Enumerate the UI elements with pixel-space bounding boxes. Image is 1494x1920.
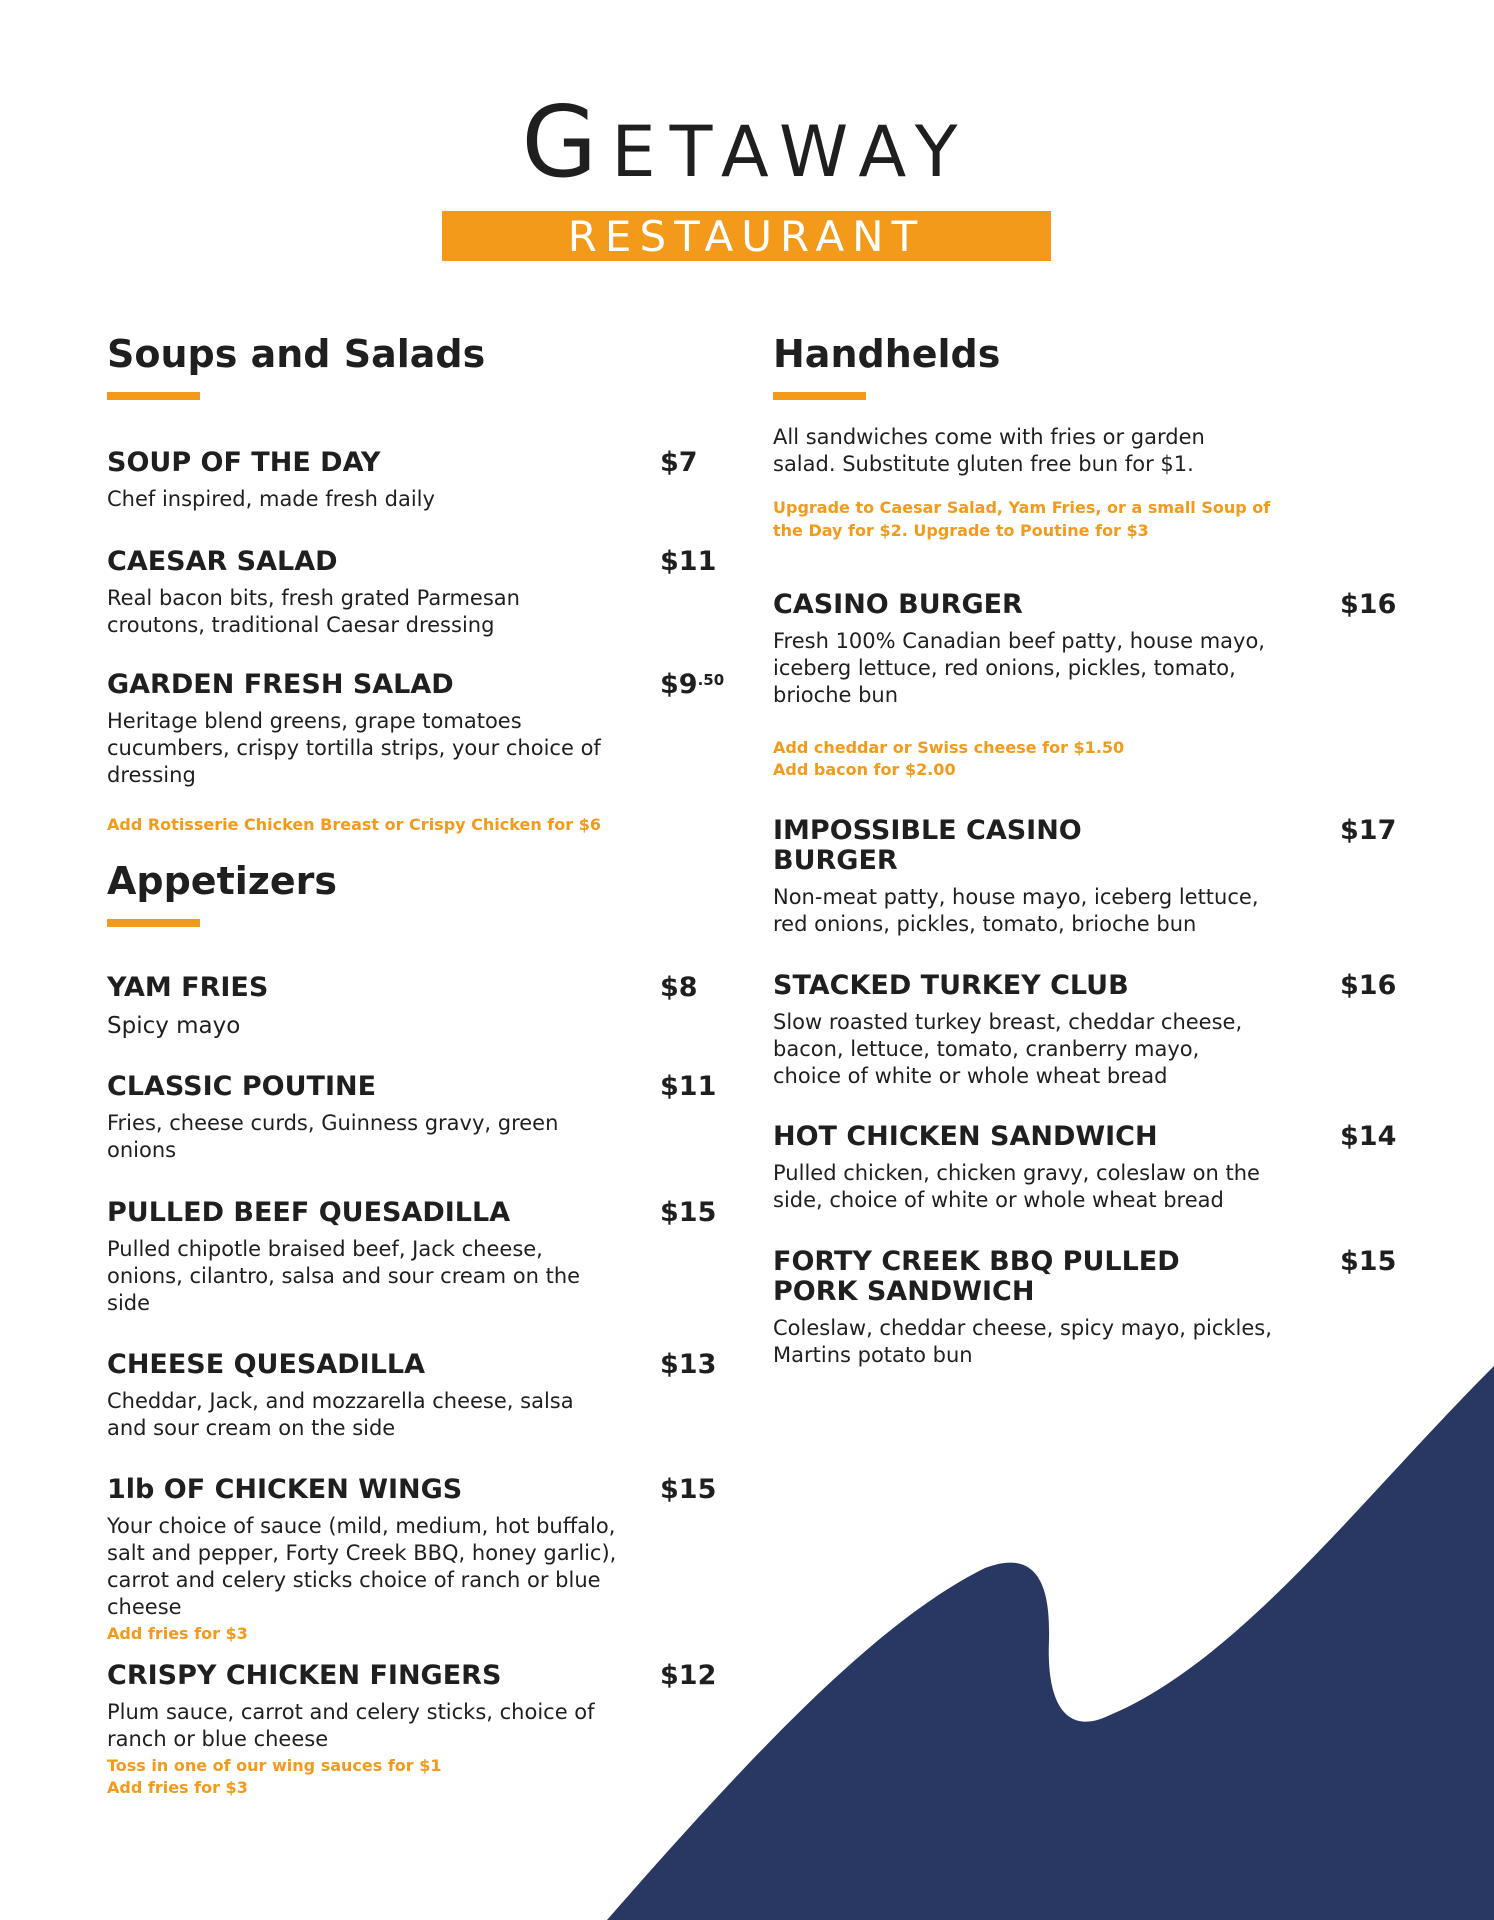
item-price: $8 bbox=[660, 972, 698, 1003]
item-price: $16 bbox=[1340, 589, 1397, 620]
item-name: CLASSIC POUTINE bbox=[107, 1071, 377, 1102]
menu-item-garden-fresh-salad bbox=[107, 670, 727, 836]
item-name: CASINO BURGER bbox=[773, 589, 1023, 620]
logo-initial: G bbox=[521, 86, 612, 200]
item-name-line2: PORK SANDWICH bbox=[773, 1276, 1035, 1307]
item-price: $17 bbox=[1340, 815, 1397, 846]
item-price: $11 bbox=[660, 1071, 717, 1102]
menu-item-casino-burger bbox=[773, 589, 1397, 781]
item-description: Real bacon bits, fresh grated Parmesan croutons, traditional Caesar dressing bbox=[107, 586, 520, 637]
item-name: SOUP OF THE DAY bbox=[107, 447, 381, 478]
item-name-line1: FORTY CREEK BBQ PULLED bbox=[773, 1246, 1180, 1277]
item-description: Your choice of sauce (mild, medium, hot buffalo, salt and pepper, Forty Creek BBQ, honey garlic), carrot and celery sticks choice of ranch or blue cheese bbox=[107, 1514, 617, 1619]
menu-item-impossible-casino-burger bbox=[773, 815, 1397, 938]
item-description: Heritage blend greens, grape tomatoes cucumbers, crispy tortilla strips, your choice of dressing bbox=[107, 709, 601, 787]
item-description: Spicy mayo bbox=[107, 1013, 241, 1039]
restaurant-logo bbox=[442, 86, 1051, 261]
section-underline bbox=[107, 392, 200, 400]
menu-item-cheese-quesadilla bbox=[107, 1350, 727, 1442]
item-price: $12 bbox=[660, 1660, 717, 1691]
logo-subtitle-bar: RESTAURANT bbox=[442, 211, 1051, 261]
item-add-on-note: Toss in one of our wing sauces for $1 bbox=[107, 1756, 442, 1775]
section-underline bbox=[773, 392, 866, 400]
menu-item-crispy-chicken-fingers bbox=[107, 1661, 727, 1799]
menu-item-caesar-salad bbox=[107, 547, 727, 639]
menu-item-pulled-beef-quesadilla bbox=[107, 1198, 727, 1317]
item-name: GARDEN FRESH SALAD bbox=[107, 669, 454, 700]
item-name: HOT CHICKEN SANDWICH bbox=[773, 1121, 1158, 1152]
item-price: $15 bbox=[660, 1474, 717, 1505]
item-add-on-note: Add cheddar or Swiss cheese for $1.50 bbox=[773, 738, 1125, 757]
item-name bbox=[773, 816, 1393, 876]
price-cents: .50 bbox=[697, 671, 725, 689]
handhelds-intro: All sandwiches come with fries or garden salad. Substitute gluten free bun for $1. bbox=[773, 425, 1205, 476]
navy-wave-shape bbox=[607, 1366, 1494, 1920]
item-name: PULLED BEEF QUESADILLA bbox=[107, 1197, 511, 1228]
item-name: YAM FRIES bbox=[107, 972, 269, 1003]
item-name-line1: IMPOSSIBLE CASINO bbox=[773, 815, 1082, 846]
item-description: Pulled chicken, chicken gravy, coleslaw on the side, choice of white or whole wheat bread bbox=[773, 1161, 1260, 1212]
item-name: CRISPY CHICKEN FINGERS bbox=[107, 1660, 502, 1691]
item-description: Fresh 100% Canadian beef patty, house mayo, iceberg lettuce, red onions, pickles, tomato, brioche bun bbox=[773, 629, 1265, 707]
menu-item-stacked-turkey-club bbox=[773, 970, 1397, 1090]
section-title-appetizers: Appetizers bbox=[107, 859, 338, 903]
item-price: $15 bbox=[660, 1197, 717, 1228]
item-description: Cheddar, Jack, and mozzarella cheese, salsa and sour cream on the side bbox=[107, 1389, 574, 1440]
item-description: Coleslaw, cheddar cheese, spicy mayo, pickles, Martins potato bun bbox=[773, 1316, 1272, 1367]
item-name-line2: BURGER bbox=[773, 845, 898, 876]
item-price: $11 bbox=[660, 546, 717, 577]
item-add-on-note: Add fries for $3 bbox=[107, 1624, 248, 1643]
item-description: Slow roasted turkey breast, cheddar cheese, bacon, lettuce, tomato, cranberry mayo, choice of white or whole wheat bread bbox=[773, 1010, 1243, 1088]
left-column bbox=[107, 330, 727, 1799]
handhelds-upgrade-note: Upgrade to Caesar Salad, Yam Fries, or a small Soup of the Day for $2. Upgrade to Poutine for $3 bbox=[773, 498, 1271, 540]
item-description: Fries, cheese curds, Guinness gravy, green onions bbox=[107, 1111, 559, 1162]
item-description: Chef inspired, made fresh daily bbox=[107, 487, 435, 511]
item-description: Pulled chipotle braised beef, Jack cheese, onions, cilantro, salsa and sour cream on the side bbox=[107, 1237, 581, 1315]
logo-title bbox=[442, 86, 1051, 200]
item-name: CHEESE QUESADILLA bbox=[107, 1349, 426, 1380]
menu-item-soup-of-the-day bbox=[107, 448, 727, 513]
item-name: 1lb OF CHICKEN WINGS bbox=[107, 1474, 463, 1505]
menu-item-forty-creek-bbq-pulled-pork bbox=[773, 1246, 1397, 1369]
item-description: Plum sauce, carrot and celery sticks, choice of ranch or blue cheese bbox=[107, 1700, 595, 1751]
logo-name-rest: ETAWAY bbox=[611, 111, 972, 193]
item-add-on-note: Add fries for $3 bbox=[107, 1778, 248, 1797]
item-name bbox=[773, 1247, 1393, 1307]
item-price bbox=[660, 670, 724, 703]
item-price: $13 bbox=[660, 1349, 717, 1380]
item-name: STACKED TURKEY CLUB bbox=[773, 970, 1129, 1001]
item-add-on-note: Add bacon for $2.00 bbox=[773, 760, 956, 779]
item-description: Non-meat patty, house mayo, iceberg lettuce, red onions, pickles, tomato, brioche bun bbox=[773, 885, 1259, 936]
right-column bbox=[773, 330, 1397, 1369]
item-add-on-note: Add Rotisserie Chicken Breast or Crispy Chicken for $6 bbox=[107, 815, 601, 834]
section-title-handhelds: Handhelds bbox=[773, 332, 1001, 376]
menu-item-yam-fries bbox=[107, 973, 727, 1040]
item-price: $16 bbox=[1340, 970, 1397, 1001]
item-price: $7 bbox=[660, 447, 698, 478]
section-title-soups: Soups and Salads bbox=[107, 332, 486, 376]
section-underline bbox=[107, 919, 200, 927]
menu-item-chicken-wings bbox=[107, 1475, 727, 1645]
item-name: CAESAR SALAD bbox=[107, 546, 338, 577]
menu-item-classic-poutine bbox=[107, 1072, 727, 1164]
item-price: $15 bbox=[1340, 1246, 1397, 1277]
item-price: $14 bbox=[1340, 1121, 1397, 1152]
menu-item-hot-chicken-sandwich bbox=[773, 1121, 1397, 1214]
price-dollars: $9 bbox=[660, 669, 698, 700]
